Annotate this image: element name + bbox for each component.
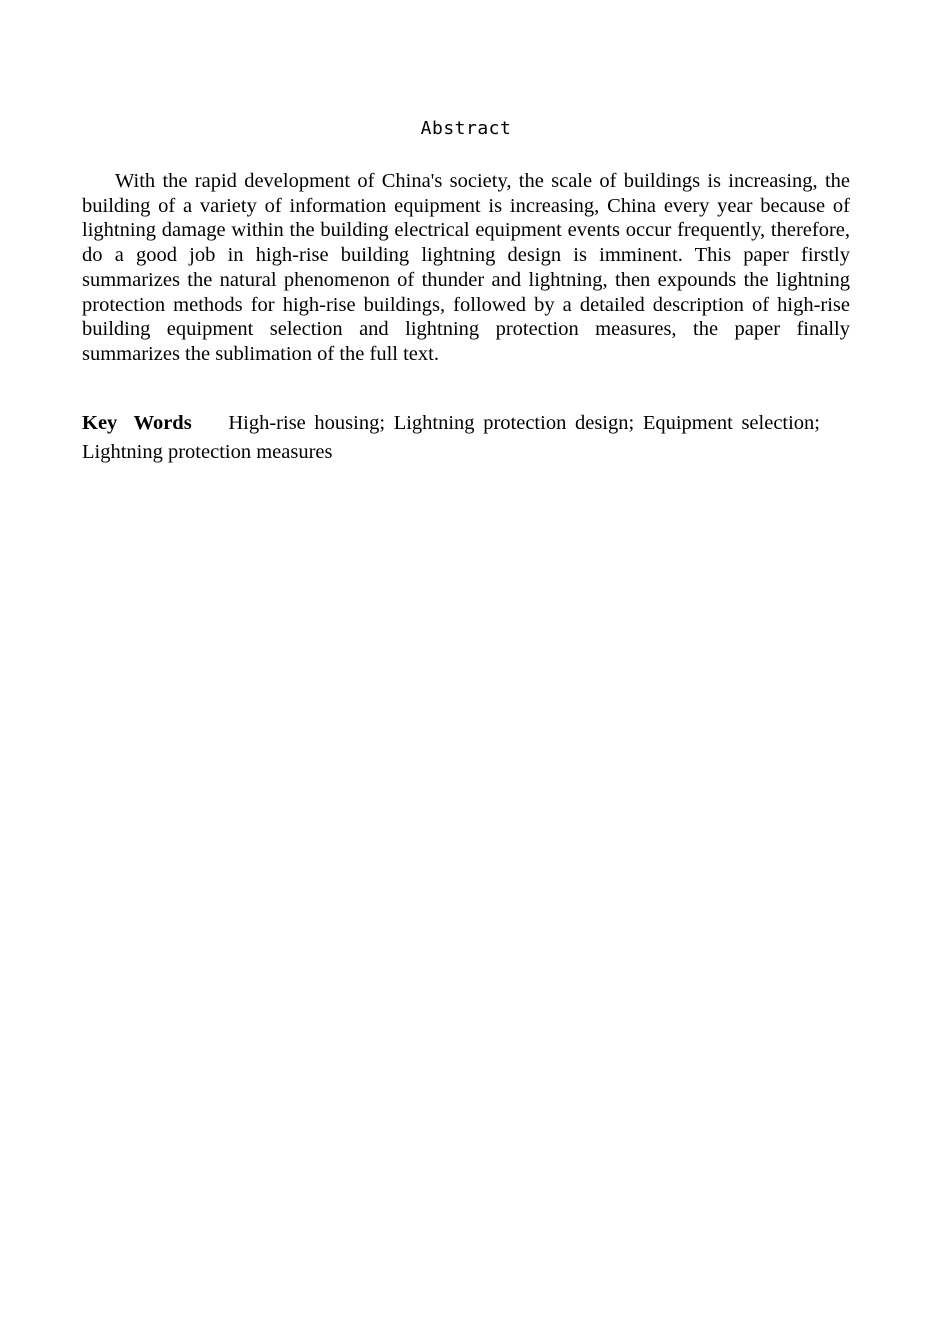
keywords-text: High-rise housing; Lightning protection design; Equipment selection; Lightning protection measures — [82, 412, 821, 463]
keywords-label: Key Words — [82, 412, 192, 434]
abstract-title: Abstract — [420, 118, 512, 139]
abstract-body: With the rapid development of China's society, the scale of buildings is increasing, the building of a variety of information equipment is increasing, China every year because of lightning damage within the building electrical equipment events occur frequently, therefore, do a good job in high-rise building lightning design is imminent. This paper firstly summarizes the natural phenomenon of thunder and lightning, then expounds the lightning protection methods for high-rise buildings, followed by a detailed description of high-rise building equipment selection and lightning protection measures, the paper finally summarizes the sublimation of the full text. — [82, 170, 850, 365]
keywords-line — [82, 409, 820, 467]
